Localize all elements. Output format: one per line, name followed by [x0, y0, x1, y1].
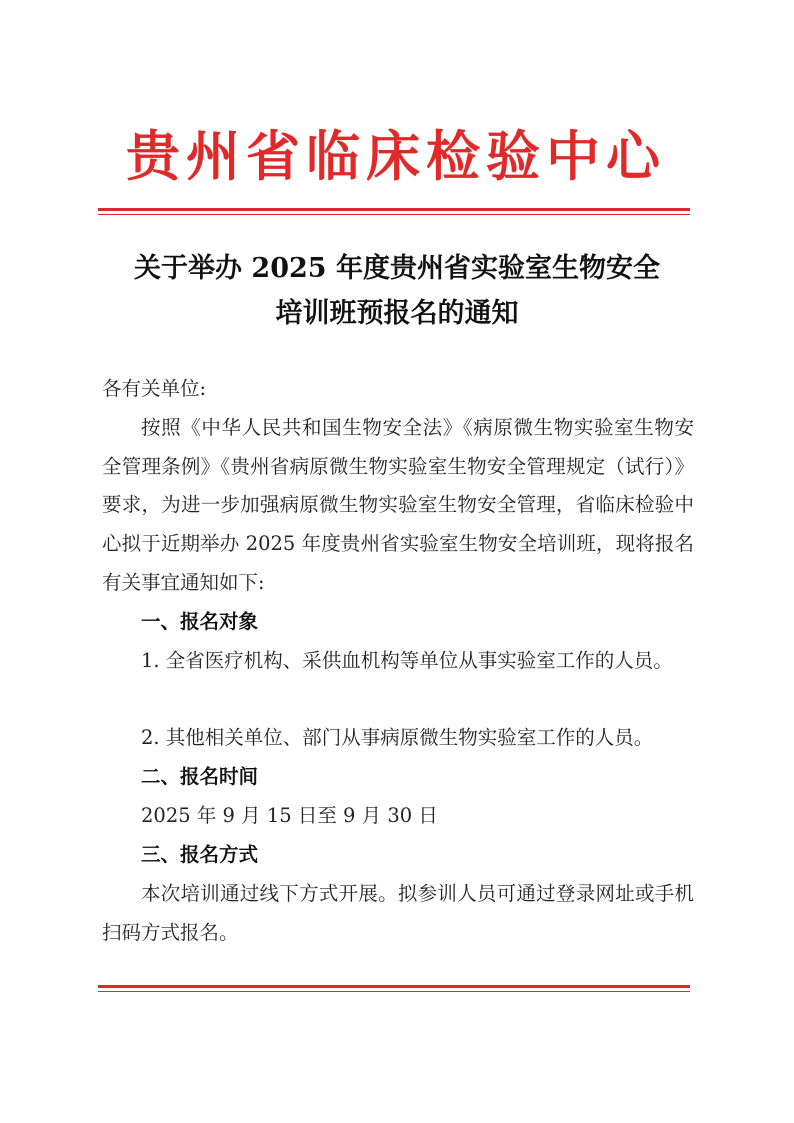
footer-rule-thin — [98, 991, 690, 992]
section-heading-registration-method: 三、报名方式 — [141, 843, 259, 866]
registration-period: 2025 年 9 月 15 日至 9 月 30 日 — [141, 804, 438, 827]
salutation: 各有关单位: — [102, 377, 207, 400]
section-heading-eligibility: 一、报名对象 — [141, 610, 259, 633]
registration-method-text: 本次培训通过线下方式开展。拟参训人员可通过登录网址或手机扫码方式报名。 — [102, 882, 694, 944]
organization-header: 贵州省临床检验中心 — [126, 124, 666, 188]
list-item: 1. 全省医疗机构、采供血机构等单位从事实验室工作的人员。 — [141, 649, 673, 672]
footer-rule-thick — [98, 985, 690, 988]
document-title-line-1: 关于举办 2025 年度贵州省实验室生物安全 — [134, 253, 660, 284]
document-title-line-2: 培训班预报名的通知 — [275, 298, 519, 329]
document-title — [96, 246, 698, 336]
list-item: 2. 其他相关单位、部门从事病原微生物实验室工作的人员。 — [141, 726, 654, 749]
section-heading-registration-time: 二、报名时间 — [141, 765, 259, 788]
intro-paragraph: 按照《中华人民共和国生物安全法》《病原微生物实验室生物安全管理条例》《贵州省病原微生物实验室生物安全管理规定（试行）》要求，为进一步加强病原微生物实验室生物安全管理，省临床检验中心拟于近期举办 2025 年度贵州省实验室生物安全培训班，现将报名有关事宜通知如下: — [102, 416, 694, 594]
header-rule-thick — [98, 208, 690, 211]
header-rule-thin — [98, 214, 690, 215]
